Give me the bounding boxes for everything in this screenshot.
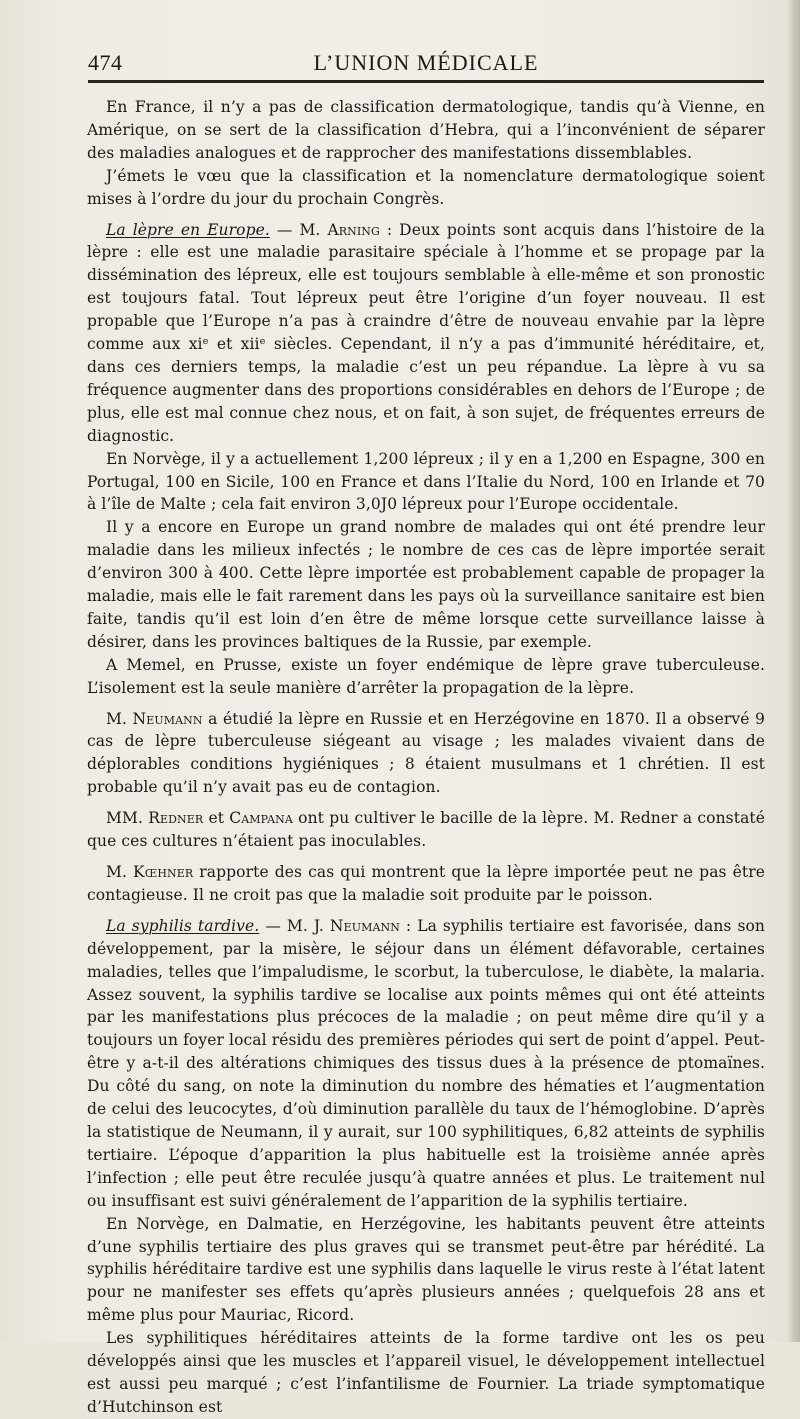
author-name: Redner [148, 809, 204, 828]
paragraph: M. Neumann a étudié la lèpre en Russie et en Herzégovine en 1870. Il a observé 9 cas de lèpre tuberculeuse siégeant au visage ; les malades vivaient dans de déplorables conditions hygiéniques ; 8 étaient musulmans et 1 chrétien. Il est probable qu’il n’y avait pas eu de contagion. [87, 709, 766, 797]
paragraph: En Norvège, il y a actuellement 1,200 lépreux ; il y en a 1,200 en Espagne, 300 en Portugal, 100 en Sicile, 100 en France et dans l’Italie du Nord, 100 en Irlande et 70 à l’île de Malte ; cela fait environ 3,0J0 lépreux pour l’Europe occidentale. [87, 449, 765, 514]
paragraph-gap [87, 700, 765, 708]
section-title: La syphilis tardive. [106, 916, 260, 935]
paragraph: Les syphilitiques héréditaires atteints de la forme tardive ont les os peu développés ainsi que les muscles et l’appareil visuel, le développement intellectuel est aussi peu marqué ; c’est l’infantilisme de Fournier. La triade symptomatique d’Hutchinson est [87, 1329, 765, 1416]
author-name: Kœhner [133, 863, 194, 881]
author-name: Neumann [132, 709, 203, 728]
page-edge-shadow [786, 0, 800, 1342]
paragraph-gap [87, 853, 765, 861]
author-name: Campana [229, 809, 293, 828]
paragraph: A Memel, en Prusse, existe un foyer endémique de lèpre grave tuberculeuse. L’isolement est la seule manière d’arrêter la propagation de la lèpre. [87, 655, 765, 697]
paragraph: MM. Redner et Campana ont pu cultiver le bacille de la lèpre. M. Redner a constaté que ces cultures n’étaient pas inoculables. [87, 809, 766, 851]
paragraph: La lèpre en Europe. — M. Arning : Deux points sont acquis dans l’histoire de la lèpre : elle est une maladie parasitaire spéciale à l’homme et se propage par la dissémination des lépreux, elle est toujours semblable à elle-même et son pronostic est toujours fatal. Tout lépreux peut être l’origine d’un foyer nouveau. Il est propable que l’Europe n’a pas à craindre d’être de nouveau envahie par la lèpre comme aux xiᵉ et xiiᵉ siècles. Cependant, il n’y a pas d’immunité héréditaire, et, dans ces derniers temps, la maladie c’est un peu répandue. La lèpre à vu sa fréquence augmenter dans des proportions considérables en dehors de l’Europe ; de plus, elle est mal connue chez nous, et on fait, à son sujet, de fréquentes erreurs de diagnostic. [87, 220, 765, 445]
paragraph: Il y a encore en Europe un grand nombre de malades qui ont été prendre leur maladie dans les milieux infectés ; le nombre de ces cas de lèpre importée serait d’environ 300 à 400. Cette lèpre importée est probablement capable de propager la maladie, mais elle le fait rarement dans les pays où la surveillance sanitaire est bien faite, tandis qu’il est loin d’en être de même lorsque cette surveillance laisse à désirer, dans les provinces baltiques de la Russie, par exemple. [87, 518, 765, 651]
paragraph: M. Kœhner rapporte des cas qui montrent que la lèpre importée peut ne pas être contagieuse. Il ne croit pas que la maladie soit produite par le poisson. [87, 863, 765, 904]
paragraph-gap [87, 907, 765, 915]
header-rule [88, 80, 764, 83]
paragraph: J’émets le vœu que la classification et la nomenclature dermatologique soient mises à l’ordre du jour du prochain Congrès. [87, 166, 765, 208]
paragraph: La syphilis tardive. — M. J. Neumann : La syphilis tertiaire est favorisée, dans son développement, par la misère, le séjour dans un élément défavorable, certaines maladies, telles que l’impaludisme, le scorbut, la tuberculose, le diabète, la malaria. Assez souvent, la syphilis tardive se localise aux points mêmes qui ont été atteints par les manifestations plus précoces de la maladie ; on peut même dire qu’il y a toujours un foyer local résidu des premières périodes qui sert de point d’appel. Peut-être y a-t-il des altérations chimiques des tissus dues à la présence de ptomaïnes. Du côté du sang, on note la diminution du nombre des hématies et l’augmentation de celui des leucocytes, d’où diminution parallèle du taux de l’hémoglobine. D’après la statistique de Neumann, il y aurait, sur 100 syphilitiques, 6,82 atteints de syphilis tertiaire. L’époque d’apparition la plus habituelle est la troisième année après l’infection ; elle peut être reculée jusqu’à quatre années et plus. Le traitement nul ou insuffisant est suivi généralement de l’apparition de la syphilis tertiaire. [87, 916, 766, 1210]
section-title: La lèpre en Europe. [106, 220, 270, 239]
author-name: Neumann [329, 916, 400, 935]
paragraph-gap [87, 799, 765, 807]
article-body [87, 96, 765, 1419]
author-name: Arning [327, 220, 380, 239]
paragraph: En Norvège, en Dalmatie, en Herzégovine, les habitants peuvent être atteints d’une syphilis tertiaire des plus graves qui se transmet peut-être par hérédité. La syphilis héréditaire tardive est une syphilis dans laquelle le virus reste à l’état latent pour ne manifester ses effets qu’après plusieurs années ; quelquefois 28 ans et même plus pour Mauriac, Ricord. [87, 1214, 765, 1325]
paragraph-gap [87, 211, 765, 219]
paragraph: En France, il n’y a pas de classification dermatologique, tandis qu’à Vienne, en Amérique, on se sert de la classification d’Hebra, qui a l’inconvénient de séparer des maladies analogues et de rapprocher des manifestations dissemblables. [87, 98, 765, 162]
page-number: 474 [88, 50, 123, 75]
running-head: L’UNION MÉDICALE [313, 50, 539, 75]
page-header [88, 46, 764, 76]
